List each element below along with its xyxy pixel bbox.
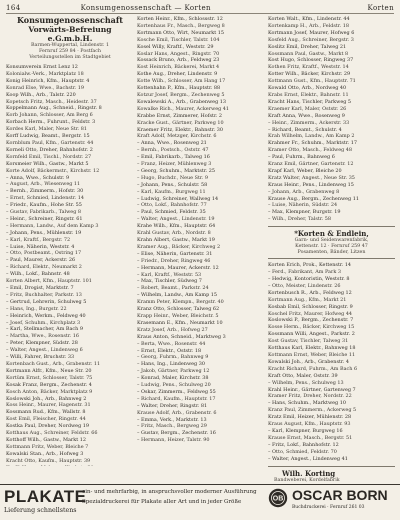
- directory-entry: Kosbab Emil, Schlosser, Ringstr. 9: [268, 303, 353, 310]
- svg-text:OB: OB: [272, 495, 284, 503]
- directory-entry: – Walter, Angest., Lindenstr. 19: [137, 216, 215, 223]
- printer-logo-icon: [268, 488, 288, 508]
- directory-entry: – Wilh., Lokf., Bahnstr. 48: [6, 271, 70, 278]
- directory-entry: Kraft Adolf, Metzger, Kirchstr. 6: [137, 133, 217, 140]
- directory-entry: Kordes Karl, Maler, Neue Str. 81: [6, 126, 87, 133]
- directory-entry: – Georg, Schuhm., Marktstr. 25: [137, 167, 215, 174]
- directory-entry: Kotzur Josef, Bergm., Zechenweg 5: [137, 91, 225, 98]
- page-header: [6, 3, 394, 13]
- page-number: 164: [6, 4, 21, 12]
- directory-entry: – Luise, Näherin, Weststr. 4: [6, 243, 75, 250]
- directory-entry: Kortüm Ernst, Schlosser, Talstr. 75: [6, 374, 93, 381]
- directory-entry: – Gustav, Bergm., Zechenstr. 16: [137, 430, 216, 437]
- directory-entry: Kossmann Paul, Gastw., Markt 8: [268, 50, 349, 57]
- ad-korten-line1: Garn- und Seidenwarenfabrik,: [294, 238, 369, 244]
- directory-entry: Krasemann E., Kfm., Neumarkt 10: [137, 319, 223, 326]
- directory-entry: – Heinr., Schreiner, Ringstr. 61: [6, 215, 83, 222]
- directory-entry: Krapp Heinr., Weber, Bleichstr. 5: [137, 312, 219, 319]
- directory-entry: Kranz Paul, Zimmerm., Ackerweg 5: [268, 407, 357, 414]
- bottom-advertisement: [0, 484, 400, 520]
- directory-entry: Kramer Aug., Bäcker, Kirchweg 2: [137, 243, 221, 250]
- directory-entry: Kraemer Fritz, Elektr., Bahnstr. 30: [137, 126, 224, 133]
- directory-entry: Kramer Otto, Masch., Feldweg 48: [268, 147, 353, 154]
- ad-korting-line1: Bandweberei, Kordelfabrik: [274, 478, 340, 482]
- directory-entry: Koslitz Emil, Dreher, Talweg 21: [268, 43, 347, 50]
- directory-entry: Koppelmann Aug., Schneid., Ringstr. 8: [6, 105, 102, 112]
- directory-entry: Kost Gustav, Tischler, Talweg 31: [268, 338, 349, 345]
- directory-entry: – Walter, Angest., Lindenweg 41: [268, 455, 348, 462]
- directory-entry: Kramer Fritz, Dreher, Nordstr. 22: [268, 393, 352, 400]
- directory-entry: Kost Hugo, Schlosser, Ringweg 37: [268, 57, 354, 64]
- directory-entry: – Johann, Pens., Schulstr. 58: [137, 181, 208, 188]
- ad-korten-title: *Korten & Endlein,: [294, 229, 369, 239]
- directory-entry: Kosche Emil, Tischler, Talstr. 104: [137, 36, 220, 43]
- directory-entry: Korten Albert, Kfm., Hauptstr. 101: [6, 278, 92, 285]
- directory-entry: – Anna, Wwe., Schulstr. 9: [6, 174, 70, 181]
- directory-entry: – Bernh., Zimmerm., Hofstr. 30: [6, 188, 84, 195]
- directory-entry: – Hermann, Heizer, Talstr. 90: [137, 437, 210, 444]
- directory-entry: – Friedr., Dreher, Ringweg 46: [137, 257, 211, 264]
- ad-korting: [268, 466, 395, 482]
- directory-entry: Krah Wilhelm, Landw., Am Kamp 2: [268, 133, 355, 140]
- directory-entry: – Konrad, Maler, Kirchstr. 38: [137, 375, 209, 382]
- directory-entry: – Emil, Drogist, Marktstr. 7: [6, 285, 74, 291]
- directory-entry: Kortmann Otto, Wirt, Neumarkt 15: [137, 29, 225, 36]
- directory-entry: – Josef, Schuhm., Kirchplatz 3: [6, 319, 81, 326]
- directory-entry: Kotthaus Aug., Schreiner, Feldstr. 66: [6, 430, 98, 437]
- directory-entry: Krabbe Ernst, Zimmerer, Hofstr. 2: [137, 112, 223, 119]
- directory-entry: – Walter, Angest., Lindenweg 6: [6, 347, 83, 354]
- directory-entry: Kossmann Rud., Kfm., Wallstr. 8: [6, 409, 86, 416]
- directory-entry: – Gertrud, Lehrerin, Schulweg 5: [6, 298, 87, 305]
- directory-entry: Kraus Heinr., Pens., Lindenweg 15: [268, 181, 354, 188]
- directory-entry: Korte Adolf, Bäckermstr., Kirchstr. 12: [6, 167, 100, 174]
- directory-entry: – Otto, Schmied, Feldstr. 70: [268, 448, 337, 455]
- directory-entry: – Bernh., Postsch., Oststr. 47: [137, 147, 209, 154]
- directory-entry: Kramm Peter, Klempn., Bergstr. 40: [137, 299, 224, 306]
- directory-entry: Kottenhahn P., Kfm., Hauptstr. 88: [137, 85, 221, 92]
- directory-entry: – Hans, Ing., Burgstr. 22: [6, 305, 67, 312]
- directory-entry: Kortmann Aug., Kfm., Markt 21: [268, 296, 347, 303]
- column-1-entries: [6, 64, 134, 466]
- directory-entry: Kornfeld Emil, Tischl., Nordstr. 27: [6, 153, 92, 160]
- directory-entry: – Walter, Dreher, Ringstr. 81: [137, 402, 208, 409]
- ad-konsum-subtitle: Vorwärts-Befreiung e.G.m.b.H.: [28, 25, 112, 43]
- directory-entry: – Ludwig, Pens., Schulweg 20: [137, 382, 211, 389]
- directory-entry: Kothe Aug., Dreher, Lindenstr. 9: [137, 71, 218, 78]
- directory-entry: Kotter Wilh., Bäcker, Kirchstr. 29: [268, 71, 351, 78]
- directory-entry: – Wilh., Dreher, Talstr. 58: [268, 216, 331, 223]
- ad-korten: [268, 226, 395, 259]
- header-rule: [6, 13, 394, 14]
- directory-entry: Kowald Otto, Arb., Nordweg 40: [268, 85, 347, 92]
- directory-entry: Kosse Herm., Bäcker, Kirchweg 15: [268, 324, 355, 331]
- ad-konsum-address: Barmen-Wuppertal, Lindenstr. 1: [30, 43, 110, 48]
- ad-konsum-phone: Fernruf 259 84 · Postfach: [38, 49, 102, 54]
- directory-entry: – Paul, Fuhrm., Bahnweg 6: [268, 154, 335, 161]
- ad-plakate-line1: ein- und mehrfarbig, in anspruchsvoller moderner Ausführung: [82, 489, 257, 495]
- directory-entry: – Anna, Wwe., Rosenweg 21: [137, 140, 207, 147]
- directory-entry: Kraus Anton, Schneid., Marktweg 3: [137, 333, 226, 340]
- directory-entry: – Max, Klempner, Burgstr. 19: [268, 209, 341, 216]
- directory-entry: – Richard, Elektr., Neumarkt 2: [6, 264, 82, 271]
- directory-entry: Korbach Herm., Fuhrunt., Feldstr. 3: [6, 119, 96, 126]
- directory-entry: – Berta, Wwe., Rosenstr. 44: [137, 340, 206, 347]
- ad-plakate-delivery: Lieferung schnellstens: [4, 507, 77, 514]
- directory-entry: Kottmann Ernst, Weber, Bleiche 11: [268, 351, 356, 358]
- directory-entry: Korff Ludwig, Beamt., Bergstr. 15: [6, 133, 90, 140]
- directory-entry: Kortenhaus Fr., Masch., Bergweg 8: [137, 22, 225, 29]
- directory-entry: Konsumverein Ernst Lenz 12: [6, 64, 78, 70]
- directory-entry: Krabs Ernst, Elektr., Bahnstr. 11: [268, 91, 349, 98]
- directory-entry: – Friedr., Kaufm., Hohe Str. 55: [6, 202, 82, 209]
- directory-entry: Kracht Hans, Tischler, Parkweg 5: [268, 98, 352, 105]
- ad-oscar-born-name: OSCAR BORN: [292, 487, 388, 503]
- directory-entry: Kotthoff Wilh., Gastw., Markt 12: [6, 436, 86, 443]
- directory-entry: Koschel Fritz, Maurer, Hofweg 44: [268, 310, 353, 317]
- directory-entry: – Ludwig, Schreiner, Wallweg 14: [137, 195, 219, 202]
- column-3: [268, 16, 395, 482]
- directory-entry: – Johann, Pens., Mühlenstr. 19: [6, 229, 82, 236]
- directory-entry: – Franz, Heizer, Mühlenweg 3: [137, 161, 212, 168]
- directory-entry: Kost Emil, Fleischer, Ringstr. 44: [6, 416, 86, 423]
- ad-plakate-line2: Spezialdruckerei für Plakate aller Art und in jeder Größe: [82, 499, 242, 505]
- directory-entry: – Paul, Maurer, Ackerstr. 26: [6, 257, 76, 264]
- directory-entry: Korten Erich, Prok., Kettenstr. 14: [268, 262, 352, 269]
- directory-entry: Krahe Wilh., Kfm., Hauptstr. 64: [137, 223, 216, 230]
- directory-entry: Krapf Karl, Weber, Bleiche 20: [268, 167, 342, 174]
- ad-konsum-note: Verteilungsstellen im Stadtgebiet: [29, 55, 111, 60]
- directory-entry: Korten Walt., Kfm., Lindenstr. 44: [268, 16, 350, 22]
- directory-entry: – Elise, Näherin, Gartenstr. 31: [137, 250, 213, 257]
- directory-entry: – Karl, Kraftf., Bergstr. 72: [6, 236, 71, 243]
- column-2-entries: [137, 16, 265, 444]
- directory-entry: Kost Heinrich, Bäckerei, Markt 4: [137, 64, 220, 71]
- directory-entry: Konrad Else, Wwe., Bachstr. 19: [6, 84, 84, 91]
- ad-plakate-heading: PLAKATE: [4, 487, 87, 506]
- directory-entry: Kraft Anna, Wwe., Rosenweg 9: [268, 112, 345, 119]
- directory-entry: Kracht Otto, Kaufm., Hauptstr. 39: [6, 457, 91, 464]
- directory-entry: Kossack Bruno, Arb., Feldweg 23: [137, 57, 220, 64]
- directory-entry: Kranz Emil, Gärtner, Gartenstr. 12: [268, 161, 354, 168]
- directory-entry: Krause Adolf, Arb., Grabenstr. 6: [137, 409, 217, 416]
- directory-entry: Kopetsch Fritz, Masch., Heidestr. 37: [6, 98, 97, 105]
- directory-entry: Kracht Richard, Fuhrm., Am Bach 6: [268, 365, 358, 372]
- directory-entry: – Paul, Schmied, Feldstr. 35: [137, 209, 206, 216]
- directory-entry: – Willi, Fahrer, Bruchstr. 33: [6, 354, 75, 361]
- directory-entry: Krahl Heinr., Gärtner, Gartenweg 7: [268, 386, 356, 393]
- ad-korten-line3: Posamenten, Bänder, Litzen: [297, 250, 366, 256]
- directory-entry: – Ernst, Elektr., Oststr. 18: [137, 347, 202, 354]
- directory-entry: Kostka Paul, Dreher, Nordweg 19: [6, 423, 89, 430]
- directory-entry: Kolonialw.-Verk., Marktplatz 18: [6, 70, 84, 77]
- directory-entry: – Karl, Kraftf., Weststr. 53: [137, 271, 202, 278]
- directory-entry: Krahl Gustav, Arb., Nordstr. 8: [137, 230, 211, 237]
- directory-entry: Kortmann Alfr., Kfm., Neue Str. 20: [6, 367, 92, 374]
- ad-konsum-title: Konsumgenossenschaft: [17, 16, 123, 25]
- directory-entry: Koss Heinr., Maurer, Hagenstr. 31: [6, 402, 91, 409]
- directory-entry: – Gustav, Fabrikarb., Talweg 8: [6, 209, 81, 216]
- directory-entry: – Johann, Arb., Grabenweg 8: [268, 188, 340, 195]
- directory-entry: Kratz Josef, Arb., Hofweg 27: [137, 326, 208, 333]
- directory-entry: – Otto, Lokf., Bahnhofstr. 77: [137, 202, 207, 209]
- column-3-entries-mid: [268, 262, 395, 462]
- page-running-right: Korten: [367, 4, 394, 12]
- directory-entry: – Hermann, Maurer, Ackerstr. 12: [137, 264, 219, 271]
- directory-entry: Krause Ernst, Masch., Bergstr. 51: [268, 434, 353, 441]
- column-1: [6, 16, 134, 466]
- directory-entry: – Heinr., Zimmerm., Ackerstr. 33: [268, 119, 350, 126]
- directory-entry: – Emil, Fabrikarb., Talweg 16: [137, 154, 210, 161]
- directory-entry: – Robert, Beamt., Parkstr. 24: [137, 285, 209, 292]
- directory-entry: Kortenbusch R., Arb., Feldweg 12: [268, 289, 352, 296]
- directory-entry: Korsmeier Wilh., Gastw., Markt 5: [6, 160, 89, 167]
- directory-entry: – Richard, Beamt., Schulstr. 4: [268, 126, 342, 133]
- directory-entry: Kosel Willy, Kraftf., Weststr. 29: [137, 43, 214, 50]
- directory-entry: Kowalke Rich., Maurer, Ackerweg 41: [137, 105, 230, 112]
- directory-entry: – Heinrich, Werkm., Feldweg 40: [6, 312, 86, 319]
- directory-entry: Kowalski Joh., Arb., Grabenstr. 4: [268, 358, 349, 365]
- directory-entry: – Karl, Kaufm., Burgweg 11: [137, 188, 206, 195]
- directory-entry: Kratz Walter, Angest., Neue Str. 35: [268, 174, 355, 181]
- directory-entry: – Otto, Postbeamt., Ostring 17: [6, 250, 82, 257]
- directory-entry: – Oskar, Zimmerm., Feldweg 55: [137, 388, 216, 395]
- directory-entry: Kratz Emil, Heizer, Mühlenstr. 28: [268, 414, 352, 421]
- directory-entry: Krahn Albert, Gastw., Markt 19: [137, 237, 215, 243]
- directory-entry: – Ernst, Schmied, Lindenstr. 14: [6, 195, 84, 202]
- directory-entry: Krause Aug., Bergm., Zechenweg 11: [268, 195, 359, 202]
- directory-entry: Krahmer Fr., Schuhm., Marktstr. 17: [268, 140, 357, 147]
- directory-entry: – Hans, Schuhm., Marktweg 10: [268, 400, 346, 407]
- directory-entry: Kosfeld Aug., Schreiner, Bergstr. 3: [268, 36, 354, 43]
- page-running-title: Konsumgenossenschaft — Korten: [80, 4, 211, 12]
- directory-entry: Kortenkamp H., Arb., Feldstr. 18: [268, 22, 349, 29]
- directory-entry: – August, Arb., Wiesenweg 11: [6, 181, 81, 188]
- directory-entry: – Max, Tischler, Südweg 7: [137, 278, 202, 285]
- directory-entry: Korb Johann, Schlosser, Am Berg 6: [6, 112, 93, 119]
- directory-entry: [6, 465, 134, 466]
- directory-entry: Kraus August, Kfm., Hauptstr. 93: [268, 421, 351, 428]
- directory-entry: Kortenbach Gust., Arb., Grabenstr. 11: [6, 360, 101, 367]
- ad-oscar-born-sub: Buchdruckerei · Fernruf 261 03: [292, 505, 365, 510]
- ad-korten-line2: Kettenstr. 12 · Fernruf 259 47: [295, 244, 368, 250]
- directory-entry: – Hans, Ing., Lindenweg 30: [137, 361, 205, 368]
- directory-entry: Koop Wilh., Arb., Talstr. 220: [6, 91, 76, 98]
- directory-entry: Kortmann Josef, Maurer, Hofweg 6: [268, 29, 355, 36]
- directory-entry: Kottmann Fritz, Weber, Bleiche 7: [6, 443, 89, 450]
- directory-entry: Koslowski P., Bergm., Zechenstr. 7: [268, 317, 354, 324]
- directory-entry: – Georg, Fuhrm., Bahnweg 9: [137, 354, 209, 361]
- directory-entry: Kracke Gust., Gärtner, Parkweg 10: [137, 119, 224, 126]
- directory-entry: – Hedwig, Kontoristin, Weststr. 8: [268, 276, 350, 282]
- directory-entry: Kosch Anton, Bäcker, Marktplatz 9: [6, 388, 93, 395]
- directory-entry: – Karl, Klempner, Burgweg 16: [268, 427, 343, 434]
- directory-entry: Kowalski Stan., Arb., Hofweg 3: [6, 450, 84, 457]
- directory-entry: Kowalewski A., Arb., Grabenweg 13: [137, 98, 226, 105]
- directory-entry: Kothen Fritz, Kraftf., Weststr. 14: [268, 64, 349, 71]
- directory-entry: Kosak Franz, Bergm., Zechenstr. 4: [6, 381, 92, 388]
- directory-entry: – Hugo, Buchdr., Neue Str. 9: [137, 174, 208, 181]
- directory-entry: – Luise, Näherin, Südstr. 24: [268, 202, 338, 209]
- directory-entry: – Hermann, Landw., Auf dem Kamp 3: [6, 222, 99, 229]
- directory-entry: – Ferd., Fabrikant, Am Park 3: [268, 269, 341, 276]
- directory-entry: Koslowski Joh., Arb., Bahnweg 2: [6, 395, 87, 402]
- directory-entry: – Richard, Kaufm., Hauptstr. 17: [137, 395, 216, 402]
- directory-entry: – Peter, Klempner, Südstr. 28: [6, 340, 78, 347]
- directory-entry: Konig Heinrich, Kfm., Hauptstr. 4: [6, 77, 90, 84]
- directory-entry: Korten Heinr., Kfm., Schlossstr. 12: [137, 16, 223, 22]
- directory-entry: – Wilhelm, Landw., Am Kamp 15: [137, 292, 217, 299]
- directory-entry: – Martha, Wwe., Rosenstr. 16: [6, 333, 79, 340]
- column-3-entries-top: [268, 16, 395, 223]
- ad-korting-title: Wilh. Korting: [282, 469, 336, 479]
- directory-entry: – Emma, Verk., Marktstr. 13: [137, 416, 207, 423]
- directory-entry: Kranz Otto, Schlosser, Talweg 62: [137, 306, 220, 313]
- directory-entry: Kottmann Gust., Kfm., Hauptstr. 71: [268, 78, 356, 85]
- directory-entry: – Otto, Meister, Lindenstr. 26: [268, 282, 341, 289]
- directory-entry: – Fritz, Masch., Bergweg 29: [137, 423, 207, 430]
- directory-entry: Kornblum Paul, Kfm., Gartenstr. 44: [6, 139, 94, 146]
- directory-entry: Kotte Wilh., Schlosser, Am Hang 17: [137, 78, 226, 85]
- directory-entry: Kraemer Karl, Maler, Oststr. 26: [268, 105, 347, 112]
- directory-entry: – Wilhelm, Pens., Schulweg 13: [268, 379, 344, 386]
- directory-entry: Kraft Otto, Maler, Oststr. 39: [268, 372, 338, 379]
- directory-entry: – Karl, Stellmacher, Am Bach 9: [6, 326, 83, 333]
- directory-entry: – Jakob, Gärtner, Parkweg 12: [137, 368, 210, 375]
- directory-entry: – Fritz, Lokf., Bahnhofstr. 12: [268, 441, 339, 448]
- directory-entry: – Fritz, Buchhalter, Parkstr. 13: [6, 291, 82, 298]
- directory-entry: Kossmann Willi, Angest., Parkstr. 2: [268, 331, 355, 338]
- directory-entry: Koslar Hans, Angest., Ringstr. 70: [137, 50, 220, 57]
- directory-entry: Kotthaus Karl, Elektr., Bahnweg 18: [268, 345, 356, 352]
- column-2: [137, 16, 265, 466]
- ad-konsum: [6, 16, 134, 61]
- directory-entry: Korneli Otto, Dreher, Bahnhofstr. 2: [6, 146, 93, 153]
